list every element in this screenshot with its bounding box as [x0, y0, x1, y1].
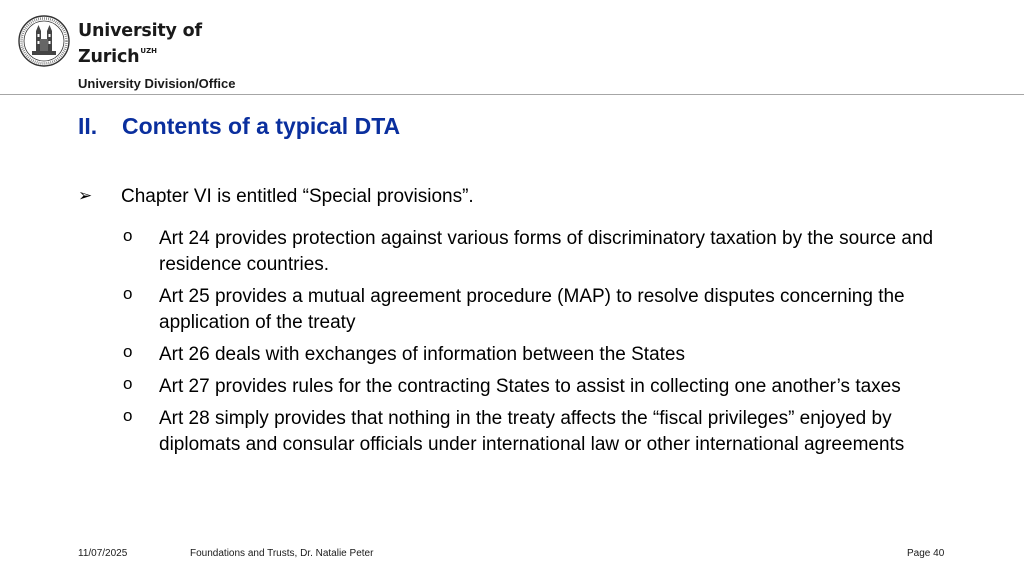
circle-bullet-marker: o: [123, 226, 133, 245]
university-name-line1: University of: [78, 21, 202, 41]
sub-bullet-text: Art 27 provides rules for the contracting States to assist in collecting one another’s taxes: [159, 376, 901, 397]
sub-bullet-item: [121, 342, 941, 368]
slide-title-number: II.: [78, 113, 98, 139]
sub-bullet-list: [121, 226, 941, 464]
sub-bullet-item: [121, 226, 941, 278]
sub-bullet-item: [121, 374, 941, 400]
sub-bullet-text: Art 26 deals with exchanges of information between the States: [159, 344, 685, 365]
circle-bullet-marker: o: [123, 342, 133, 361]
slide-title-text: Contents of a typical DTA: [122, 113, 401, 139]
footer-page-number: Page 40: [907, 548, 945, 559]
university-abbrev: UZH: [140, 47, 158, 55]
sub-bullet-text: Art 25 provides a mutual agreement procedure (MAP) to resolve disputes concerning the application of the treaty: [159, 286, 905, 333]
university-name-line2: Zurich$^{UZH}$: [78, 47, 158, 67]
footer-course: Foundations and Trusts, Dr. Natalie Peter: [190, 548, 374, 559]
sub-bullet-item: [121, 284, 941, 336]
main-bullet-text: Chapter VI is entitled “Special provisions”.: [121, 186, 474, 207]
university-name: [78, 21, 202, 67]
arrow-bullet-icon: ➢: [78, 186, 93, 205]
circle-bullet-marker: o: [123, 374, 133, 393]
division-label: University Division/Office: [78, 76, 236, 91]
header-divider: [0, 94, 1024, 95]
university-seal-logo: [18, 15, 70, 67]
sub-bullet-item: [121, 406, 941, 458]
sub-bullet-text: Art 28 simply provides that nothing in the treaty affects the “fiscal privileges” enjoyed by diplomats and consular officials under international law or other international agreements: [159, 408, 905, 455]
footer-date: 11/07/2025: [78, 548, 128, 559]
circle-bullet-marker: o: [123, 406, 133, 425]
sub-bullet-text: Art 24 provides protection against various forms of discriminatory taxation by the source and residence countries.: [159, 228, 934, 275]
circle-bullet-marker: o: [123, 284, 133, 303]
slide-title: [78, 113, 400, 140]
